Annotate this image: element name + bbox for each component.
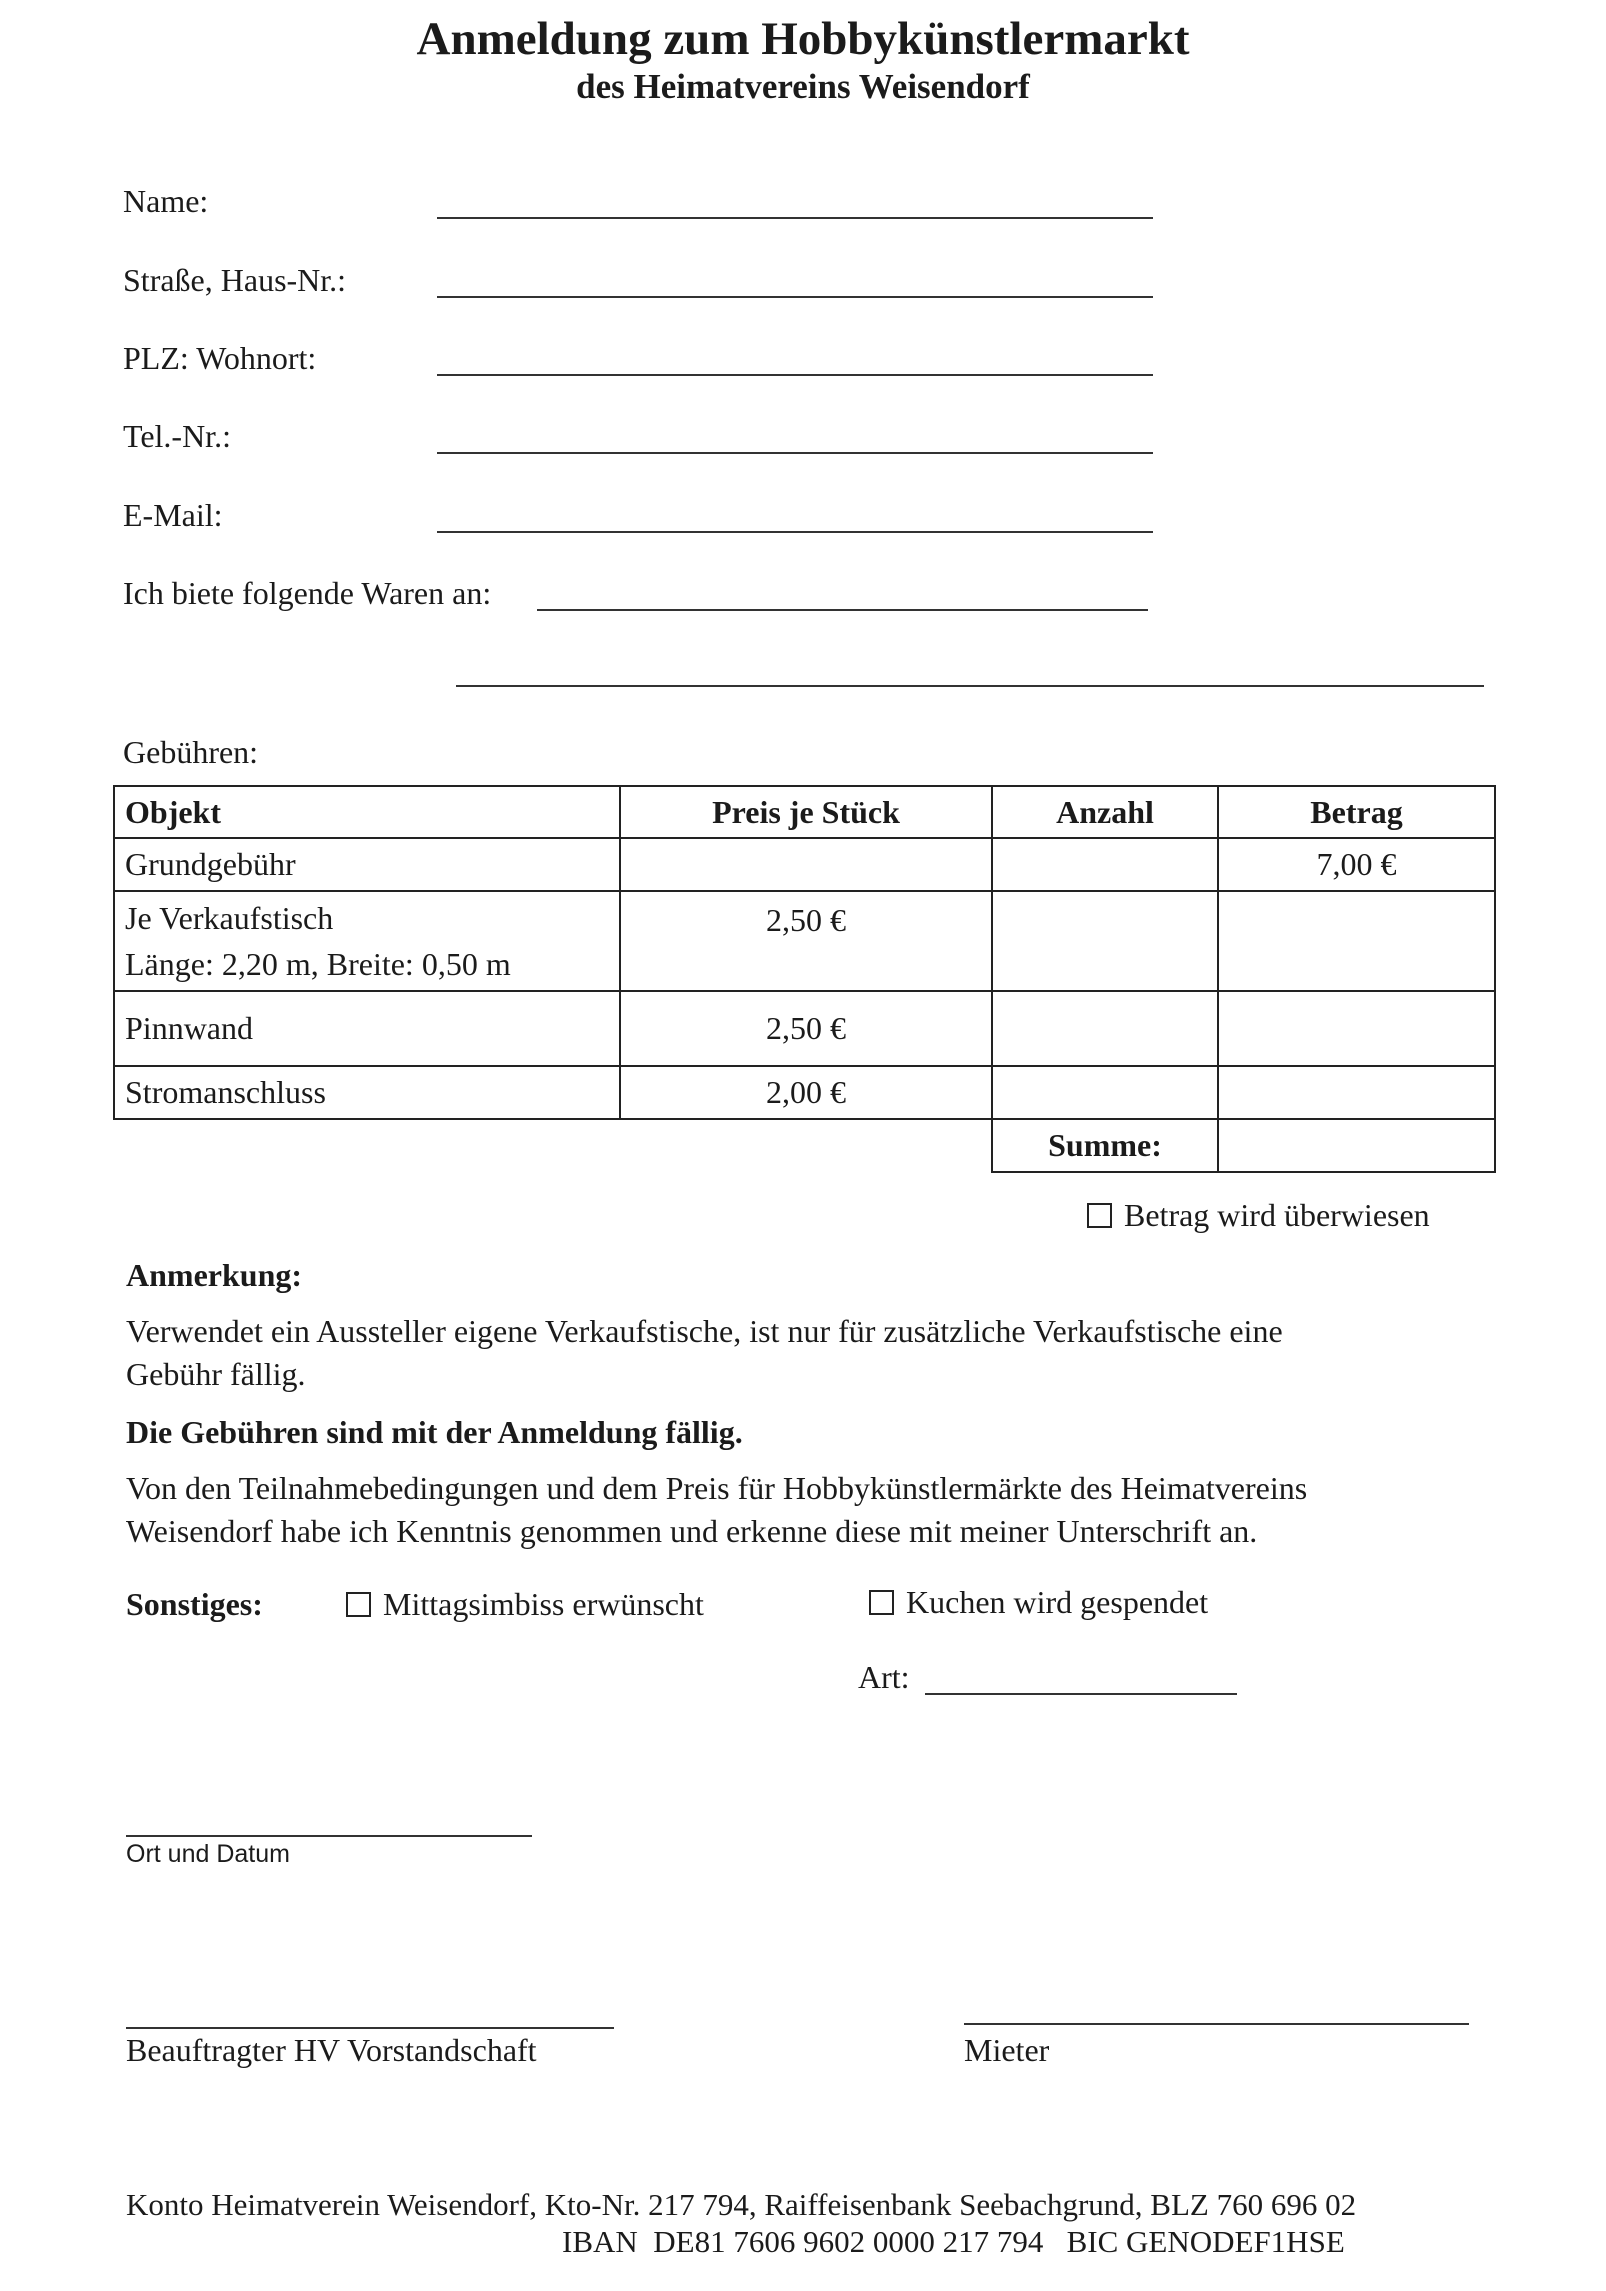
- table-row-pinboard: [114, 991, 1495, 1066]
- cell-object: [114, 891, 620, 991]
- lunch-checkbox[interactable]: [346, 1592, 371, 1617]
- column-header-amount: Betrag: [1218, 786, 1495, 838]
- tenant-label: Mieter: [964, 2032, 1050, 2068]
- place-date-label: Ort und Datum: [126, 1840, 290, 1868]
- city-label: PLZ: Wohnort:: [123, 340, 317, 376]
- email-label: E-Mail:: [123, 497, 223, 533]
- page-title: Anmeldung zum Hobbykünstlermarkt: [416, 13, 1190, 65]
- cell-quantity[interactable]: [992, 1066, 1218, 1119]
- kind-label: Art:: [858, 1659, 910, 1695]
- cell-object-line2: Länge: 2,20 m, Breite: 0,50 m: [125, 946, 511, 982]
- board-rep-signature-line[interactable]: [126, 2027, 614, 2029]
- street-field[interactable]: [437, 296, 1153, 298]
- goods-label: Ich biete folgende Waren an:: [123, 575, 492, 611]
- note-paragraph-3-line-1: Von den Teilnahmebedingungen und dem Preis für Hobbykünstlermärkte des Heimatvereins: [126, 1470, 1308, 1506]
- name-field[interactable]: [437, 217, 1153, 219]
- sum-value[interactable]: [1218, 1119, 1495, 1172]
- fees-header-row: [114, 786, 1495, 838]
- table-row-sales-table: [114, 891, 1495, 991]
- lunch-checkbox-row[interactable]: [346, 1583, 704, 1626]
- email-field[interactable]: [437, 531, 1153, 533]
- transfer-checkbox[interactable]: [1087, 1203, 1112, 1228]
- page-subtitle: des Heimatvereins Weisendorf: [576, 67, 1030, 106]
- note-paragraph-1-line-1: Verwendet ein Aussteller eigene Verkaufstische, ist nur für zusätzliche Verkaufstische eine: [126, 1313, 1283, 1349]
- board-rep-label: Beauftragter HV Vorstandschaft: [126, 2032, 537, 2068]
- cell-price: 2,50 €: [620, 891, 992, 991]
- cell-object-line1: Je Verkaufstisch: [125, 900, 334, 936]
- note-paragraph-3-line-2: Weisendorf habe ich Kenntnis genommen und erkenne diese mit meiner Unterschrift an.: [126, 1513, 1258, 1549]
- tenant-signature-line[interactable]: [964, 2023, 1469, 2025]
- phone-field[interactable]: [437, 452, 1153, 454]
- table-row-power: [114, 1066, 1495, 1119]
- cell-object: Pinnwand: [114, 991, 620, 1066]
- kind-field[interactable]: [925, 1693, 1237, 1695]
- fees-table: [113, 785, 1496, 1173]
- cell-price: 2,50 €: [620, 991, 992, 1066]
- phone-label: Tel.-Nr.:: [123, 418, 231, 454]
- goods-field-2[interactable]: [456, 685, 1484, 687]
- goods-field[interactable]: [537, 609, 1148, 611]
- footer-bank-line-1: Konto Heimatverein Weisendorf, Kto-Nr. 217 794, Raiffeisenbank Seebachgrund, BLZ 760 696 02: [126, 2187, 1357, 2222]
- note-paragraph-1-line-2: Gebühr fällig.: [126, 1356, 306, 1392]
- cell-amount[interactable]: [1218, 891, 1495, 991]
- cell-amount[interactable]: [1218, 1066, 1495, 1119]
- footer-bank-line-2: IBAN DE81 7606 9602 0000 217 794 BIC GENODEF1HSE: [562, 2224, 1345, 2259]
- notes-heading: Anmerkung:: [126, 1257, 303, 1293]
- column-header-price: Preis je Stück: [620, 786, 992, 838]
- misc-label: Sonstiges:: [126, 1586, 263, 1622]
- cell-price: [620, 838, 992, 891]
- cell-amount[interactable]: [1218, 991, 1495, 1066]
- place-date-field[interactable]: [126, 1835, 532, 1837]
- cake-checkbox-row[interactable]: [869, 1581, 1208, 1624]
- note-paragraph-2: Die Gebühren sind mit der Anmeldung fällig.: [126, 1414, 743, 1450]
- column-header-quantity: Anzahl: [992, 786, 1218, 838]
- cell-amount: 7,00 €: [1218, 838, 1495, 891]
- lunch-label: Mittagsimbiss erwünscht: [383, 1586, 704, 1622]
- transfer-checkbox-row[interactable]: [1087, 1197, 1430, 1234]
- name-label: Name:: [123, 183, 209, 219]
- cell-quantity[interactable]: [992, 891, 1218, 991]
- cake-checkbox[interactable]: [869, 1590, 894, 1615]
- cell-object: Stromanschluss: [114, 1066, 620, 1119]
- fees-heading: Gebühren:: [123, 734, 259, 770]
- transfer-label: Betrag wird überwiesen: [1124, 1197, 1430, 1233]
- street-label: Straße, Haus-Nr.:: [123, 262, 347, 298]
- sum-label: Summe:: [992, 1119, 1218, 1172]
- cell-object: Grundgebühr: [114, 838, 620, 891]
- cell-quantity[interactable]: [992, 991, 1218, 1066]
- city-field[interactable]: [437, 374, 1153, 376]
- table-row-base-fee: [114, 838, 1495, 891]
- table-row-sum: [114, 1119, 1495, 1172]
- cell-price: 2,00 €: [620, 1066, 992, 1119]
- cake-label: Kuchen wird gespendet: [906, 1584, 1209, 1620]
- column-header-object: Objekt: [114, 786, 620, 838]
- cell-quantity[interactable]: [992, 838, 1218, 891]
